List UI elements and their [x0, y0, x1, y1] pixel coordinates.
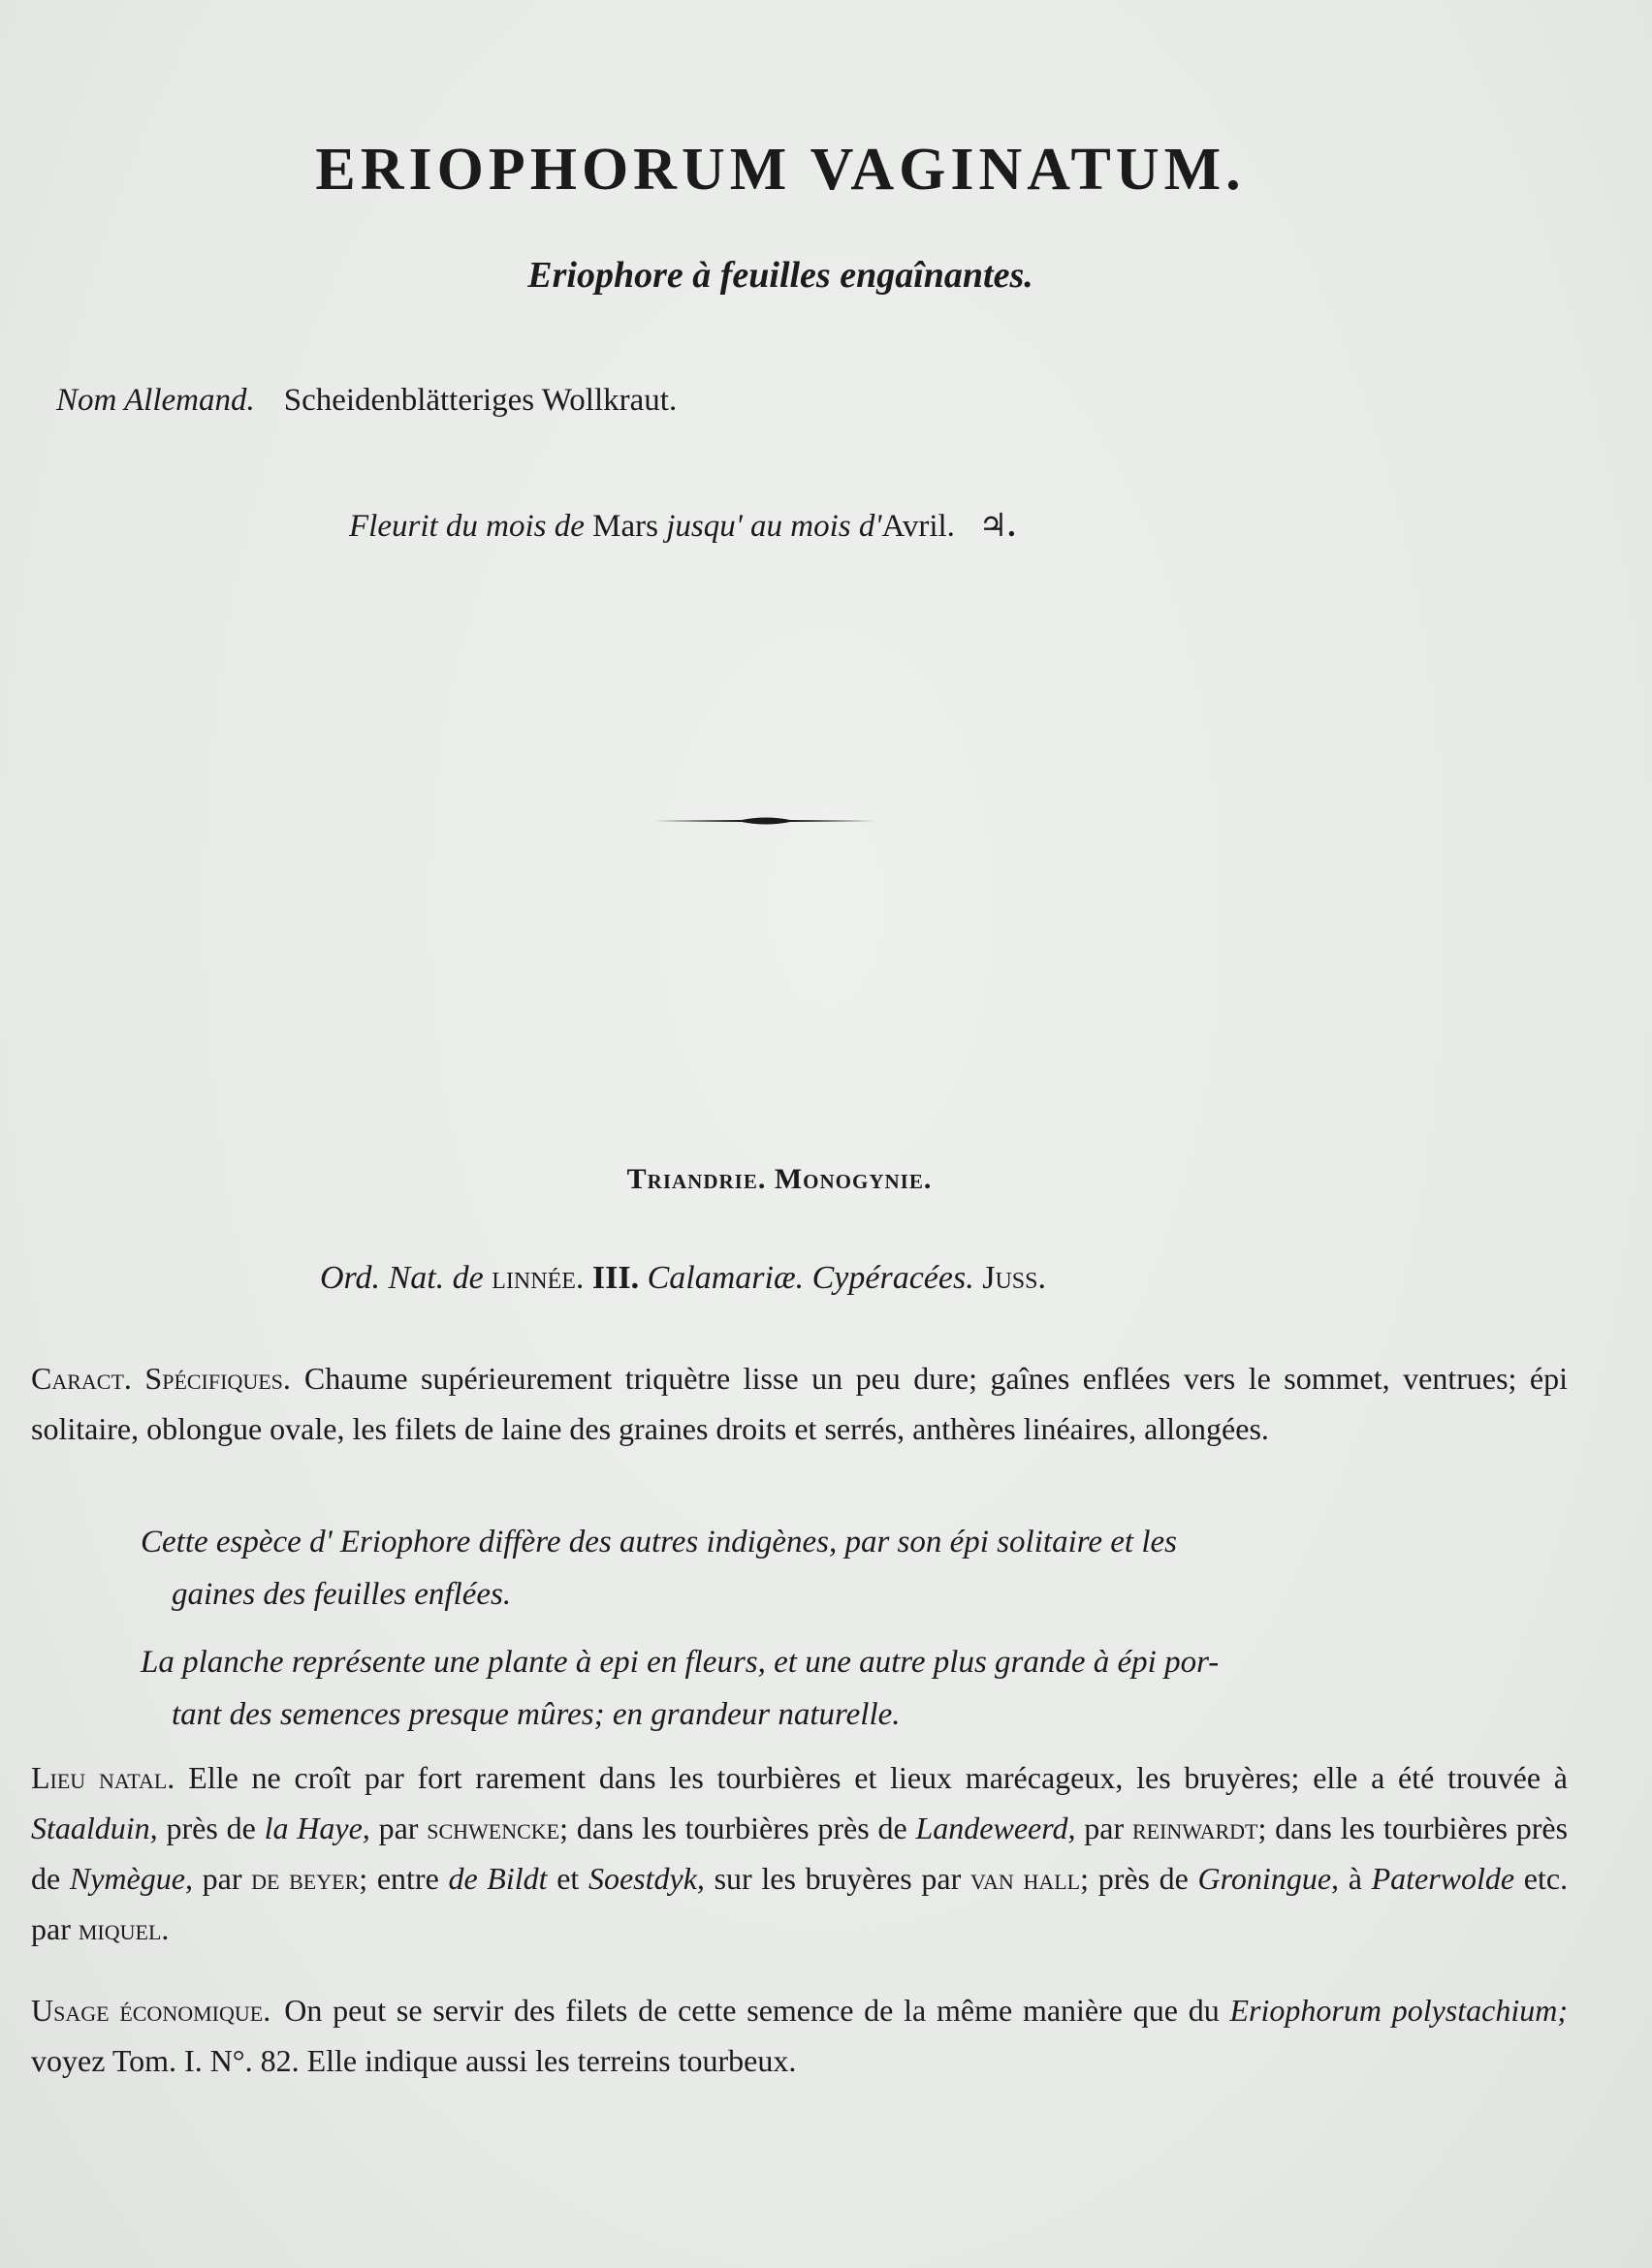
- caract-text: Chaume supérieurement triquètre lisse un peu dure; gaînes enflées vers le sommet, ventrues; épi solitaire, oblongue ovale, les filets de laine des graines droits et serrés, anthères linéaires, allongées.: [31, 1361, 1568, 1446]
- place-paterwolde: Paterwolde: [1371, 1861, 1515, 1896]
- order-families: Calamariæ. Cypéracées.: [647, 1260, 974, 1296]
- lieu-t11: près de: [1097, 1861, 1189, 1896]
- usage-t2: voyez Tom. I. N°. 82. Elle indique aussi les terreins tourbeux.: [31, 2043, 797, 2078]
- german-name-label: Nom Allemand.: [56, 383, 255, 418]
- lieu-t7: par: [202, 1861, 242, 1896]
- linnaean-class: Triandrie. Monogynie.: [626, 1163, 933, 1195]
- lieu-heading: Lieu natal.: [31, 1760, 175, 1795]
- order-juss: Juss.: [982, 1260, 1046, 1296]
- lieu-t9: et: [556, 1861, 580, 1896]
- note2-continuation: tant des semences presque mûres; en grandeur naturelle.: [172, 1697, 901, 1732]
- place-la-haye: la Haye,: [264, 1811, 370, 1845]
- flowering-month-a: Mars: [592, 509, 658, 544]
- lieu-t6: dans les tourbières près de: [31, 1811, 1569, 1896]
- name-de-beyer: de beyer;: [251, 1861, 368, 1896]
- flowering-text-a: Fleurit du mois de: [349, 509, 585, 544]
- place-soestdyk: Soestdyk,: [588, 1861, 705, 1896]
- place-staalduin: Staalduin,: [31, 1811, 158, 1845]
- flowering-month-b: Avril.: [881, 509, 955, 544]
- caract-heading: Caract. Spécifiques.: [31, 1361, 291, 1396]
- place-nymegue: Nymègue,: [69, 1861, 193, 1896]
- order-number: III.: [591, 1260, 640, 1296]
- lieu-t3: par: [378, 1811, 419, 1845]
- german-name-value: Scheidenblätteriges Wollkraut.: [283, 383, 678, 418]
- usage-species: Eriophorum polystachium;: [1229, 1993, 1569, 2028]
- note-distinction: [141, 1516, 1556, 1621]
- note2-line: La planche représente une plante à epi en fleurs, et une autre plus grande à épi por-: [141, 1645, 1220, 1680]
- place-groningue: Groningue,: [1197, 1861, 1340, 1896]
- note-plate: [141, 1636, 1556, 1741]
- german-name: [56, 383, 677, 419]
- order-linnee: linnée.: [492, 1260, 585, 1296]
- lieu-t12: à: [1348, 1861, 1362, 1896]
- economic-usage: [31, 1985, 1568, 2086]
- natural-order: [320, 1260, 1046, 1297]
- order-prefix: Ord. Nat. de: [320, 1260, 484, 1296]
- ornamental-rule: [654, 814, 877, 828]
- place-landeweerd: Landeweerd,: [915, 1811, 1076, 1845]
- note1-continuation: gaines des feuilles enflées.: [172, 1577, 512, 1612]
- name-van-hall: van hall;: [969, 1861, 1090, 1896]
- flowering-text-b: jusqu' au mois d': [666, 509, 882, 544]
- lieu-t10: sur les bruyères par: [714, 1861, 962, 1896]
- usage-t1: On peut se servir des filets de cette semence de la même manière que du: [284, 1993, 1220, 2028]
- native-habitat: [31, 1752, 1568, 1954]
- name-schwencke: schwencke;: [427, 1811, 569, 1845]
- lieu-t13: etc. par: [31, 1861, 1569, 1946]
- usage-heading: Usage économique.: [31, 1993, 271, 2028]
- place-de-bildt: de Bildt: [448, 1861, 548, 1896]
- lieu-t8: entre: [376, 1861, 439, 1896]
- lieu-t2: près de: [166, 1811, 256, 1845]
- lieu-t5: par: [1084, 1811, 1125, 1845]
- flowering-period: [349, 506, 1016, 545]
- lieu-t1: Elle ne croît par fort rarement dans les tourbières et lieux marécageux, les bruyères; elle a été trouvée à: [188, 1760, 1568, 1795]
- note1-line: Cette espèce d' Eriophore diffère des autres indigènes, par son épi solitaire et les: [141, 1525, 1177, 1559]
- page-title: ERIOPHORUM VAGINATUM.: [315, 137, 1246, 203]
- name-miquel: miquel.: [78, 1911, 170, 1946]
- specific-characters: [31, 1353, 1568, 1454]
- name-reinwardt: reinwardt;: [1131, 1811, 1267, 1845]
- french-name: Eriophore à feuilles engaînantes.: [527, 255, 1033, 296]
- lieu-t4: dans les tourbières près de: [576, 1811, 907, 1845]
- perennial-symbol: ♃.: [978, 509, 1016, 544]
